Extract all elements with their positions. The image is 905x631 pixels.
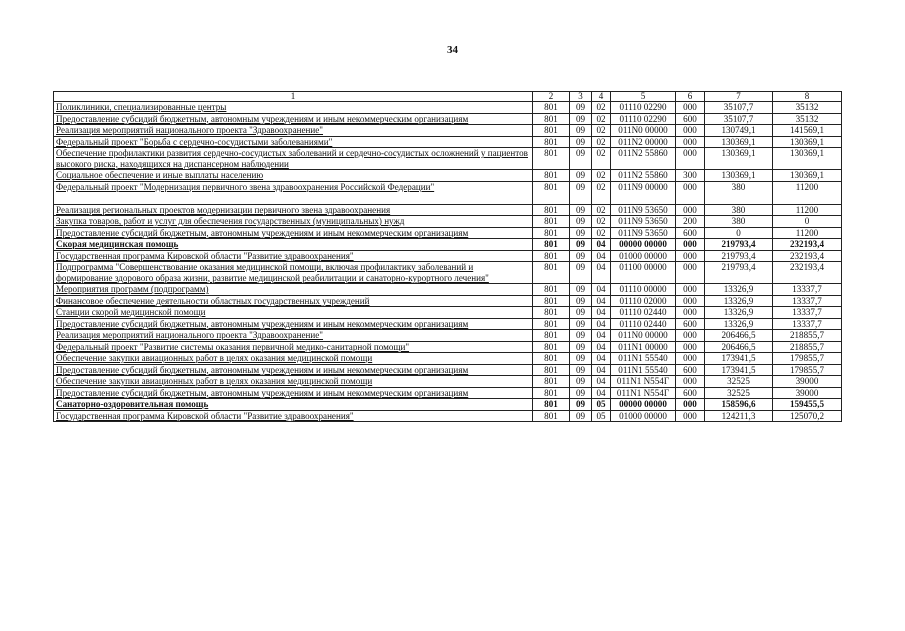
row-value-cell: 011N2 55860 [611,170,676,182]
row-value-cell: 02 [592,204,611,216]
row-value-cell: 09 [570,284,592,296]
row-value-cell: 000 [676,181,705,204]
row-value-cell: 801 [533,239,570,251]
row-value-cell: 13337,7 [773,284,842,296]
row-value-cell: 04 [592,295,611,307]
row-value-cell: 011N1 55540 [611,353,676,365]
row-value-cell: 130369,1 [705,170,773,182]
row-value-cell: 011N0 00000 [611,330,676,342]
row-value-cell: 000 [676,330,705,342]
row-name-cell: Предоставление субсидий бюджетным, автономным учреждениям и иным некоммерческим организациям [54,364,533,376]
row-value-cell: 04 [592,239,611,251]
row-name-cell: Финансовое обеспечение деятельности областных государственных учреждений [54,295,533,307]
row-value-cell: 32525 [705,376,773,388]
row-value-cell: 232193,4 [773,250,842,262]
row-value-cell: 09 [570,148,592,170]
row-value-cell: 02 [592,170,611,182]
row-value-cell: 000 [676,262,705,284]
table-row [54,102,842,114]
row-value-cell: 09 [570,399,592,411]
row-value-cell: 000 [676,376,705,388]
row-value-cell: 11200 [773,204,842,216]
column-header: 2 [533,92,570,102]
row-value-cell: 04 [592,341,611,353]
table-row [54,387,842,399]
row-value-cell: 11200 [773,227,842,239]
row-value-cell: 000 [676,399,705,411]
row-value-cell: 09 [570,216,592,228]
row-value-cell: 11200 [773,181,842,204]
row-name-cell: Обеспечение профилактики развития сердечно-сосудистых заболеваний и сердечно-сосудистых осложнений у пациентов высокого риска, находящихся на диспансерном наблюдении [54,148,533,170]
row-value-cell: 01000 00000 [611,250,676,262]
row-value-cell: 219793,4 [705,250,773,262]
row-value-cell: 13337,7 [773,307,842,319]
row-value-cell: 801 [533,250,570,262]
row-value-cell: 130369,1 [773,170,842,182]
row-value-cell: 02 [592,216,611,228]
row-value-cell: 09 [570,364,592,376]
row-name-cell: Обеспечение закупки авиационных работ в целях оказания медицинской помощи [54,353,533,365]
row-name-cell: Станции скорой медицинской помощи [54,307,533,319]
row-value-cell: 09 [570,353,592,365]
budget-table [53,91,842,422]
row-value-cell: 801 [533,125,570,137]
row-value-cell: 179855,7 [773,364,842,376]
row-value-cell: 141569,1 [773,125,842,137]
row-value-cell: 09 [570,113,592,125]
row-value-cell: 000 [676,204,705,216]
column-header: 1 [54,92,533,102]
row-value-cell: 801 [533,113,570,125]
row-value-cell: 801 [533,204,570,216]
row-value-cell: 801 [533,295,570,307]
table-row [54,170,842,182]
row-value-cell: 13326,9 [705,284,773,296]
row-value-cell: 09 [570,318,592,330]
row-value-cell: 35107,7 [705,113,773,125]
row-value-cell: 000 [676,353,705,365]
row-value-cell: 09 [570,250,592,262]
table-row [54,364,842,376]
row-value-cell: 600 [676,227,705,239]
column-header: 5 [611,92,676,102]
row-value-cell: 801 [533,148,570,170]
row-value-cell: 801 [533,170,570,182]
row-value-cell: 130369,1 [705,136,773,148]
table-row [54,341,842,353]
row-value-cell: 02 [592,227,611,239]
row-value-cell: 09 [570,125,592,137]
row-name-cell: Санаторно-оздоровительная помощь [54,399,533,411]
row-value-cell: 801 [533,341,570,353]
table-row [54,181,842,204]
row-value-cell: 600 [676,364,705,376]
row-value-cell: 09 [570,410,592,422]
row-value-cell: 600 [676,387,705,399]
row-value-cell: 011N1 N554Г [611,376,676,388]
row-value-cell: 801 [533,181,570,204]
row-value-cell: 219793,4 [705,262,773,284]
row-value-cell: 02 [592,125,611,137]
row-name-cell: Скорая медицинская помощь [54,239,533,251]
row-name-cell: Федеральный проект "Развитие системы оказания первичной медико-санитарной помощи" [54,341,533,353]
row-name-cell: Социальное обеспечение и иные выплаты населению [54,170,533,182]
row-value-cell: 801 [533,410,570,422]
row-name-cell: Государственная программа Кировской области "Развитие здравоохранения" [54,250,533,262]
row-value-cell: 00000 00000 [611,239,676,251]
row-value-cell: 39000 [773,376,842,388]
row-value-cell: 01110 00000 [611,284,676,296]
row-name-cell: Обеспечение закупки авиационных работ в целях оказания медицинской помощи [54,376,533,388]
table-row [54,239,842,251]
row-value-cell: 13337,7 [773,318,842,330]
row-value-cell: 000 [676,239,705,251]
column-header: 3 [570,92,592,102]
row-value-cell: 125070,2 [773,410,842,422]
column-header: 8 [773,92,842,102]
table-row [54,113,842,125]
row-value-cell: 000 [676,102,705,114]
row-value-cell: 011N9 53650 [611,204,676,216]
row-value-cell: 01000 00000 [611,410,676,422]
row-value-cell: 09 [570,239,592,251]
row-value-cell: 000 [676,295,705,307]
row-value-cell: 00000 00000 [611,399,676,411]
row-value-cell: 01110 02000 [611,295,676,307]
row-value-cell: 801 [533,136,570,148]
row-value-cell: 05 [592,410,611,422]
row-value-cell: 13326,9 [705,295,773,307]
row-value-cell: 206466,5 [705,330,773,342]
row-value-cell: 000 [676,136,705,148]
table-row [54,399,842,411]
table-body [54,102,842,422]
row-value-cell: 801 [533,318,570,330]
row-value-cell: 09 [570,102,592,114]
row-name-cell: Предоставление субсидий бюджетным, автономным учреждениям и иным некоммерческим организациям [54,318,533,330]
table-row [54,284,842,296]
row-value-cell: 09 [570,170,592,182]
row-value-cell: 801 [533,284,570,296]
row-value-cell: 35107,7 [705,102,773,114]
row-value-cell: 01100 00000 [611,262,676,284]
row-value-cell: 09 [570,136,592,148]
row-value-cell: 02 [592,102,611,114]
row-value-cell: 35132 [773,113,842,125]
row-value-cell: 801 [533,216,570,228]
row-value-cell: 0 [773,216,842,228]
row-name-cell: Государственная программа Кировской области "Развитие здравоохранения" [54,410,533,422]
row-value-cell: 04 [592,353,611,365]
row-value-cell: 218855,7 [773,330,842,342]
table-row [54,125,842,137]
row-value-cell: 801 [533,353,570,365]
row-value-cell: 801 [533,364,570,376]
page-number: 34 [447,44,458,56]
row-value-cell: 0 [705,227,773,239]
row-value-cell: 801 [533,262,570,284]
row-value-cell: 130369,1 [773,136,842,148]
row-value-cell: 09 [570,341,592,353]
row-value-cell: 09 [570,181,592,204]
row-value-cell: 173941,5 [705,364,773,376]
row-value-cell: 09 [570,227,592,239]
row-value-cell: 130749,1 [705,125,773,137]
row-name-cell: Предоставление субсидий бюджетным, автономным учреждениям и иным некоммерческим организациям [54,387,533,399]
row-value-cell: 219793,4 [705,239,773,251]
row-value-cell: 801 [533,399,570,411]
row-value-cell: 124211,3 [705,410,773,422]
row-value-cell: 801 [533,387,570,399]
row-value-cell: 600 [676,113,705,125]
column-header: 4 [592,92,611,102]
row-name-cell: Предоставление субсидий бюджетным, автономным учреждениям и иным некоммерческим организациям [54,227,533,239]
table-row [54,318,842,330]
table-row [54,216,842,228]
table-row [54,148,842,170]
row-value-cell: 04 [592,318,611,330]
row-value-cell: 04 [592,250,611,262]
row-value-cell: 02 [592,136,611,148]
row-value-cell: 09 [570,262,592,284]
row-value-cell: 13326,9 [705,318,773,330]
row-value-cell: 04 [592,330,611,342]
row-value-cell: 09 [570,376,592,388]
row-value-cell: 04 [592,376,611,388]
row-value-cell: 000 [676,341,705,353]
row-value-cell: 04 [592,387,611,399]
row-value-cell: 232193,4 [773,239,842,251]
row-value-cell: 13337,7 [773,295,842,307]
row-value-cell: 01110 02440 [611,307,676,319]
row-value-cell: 206466,5 [705,341,773,353]
row-value-cell: 380 [705,216,773,228]
row-name-cell: Федеральный проект "Борьба с сердечно-сосудистыми заболеваниями" [54,136,533,148]
table-row [54,376,842,388]
row-value-cell: 801 [533,307,570,319]
row-value-cell: 801 [533,102,570,114]
table-header-row [54,92,842,102]
row-value-cell: 130369,1 [773,148,842,170]
row-value-cell: 02 [592,148,611,170]
table-row [54,410,842,422]
table-row [54,307,842,319]
row-value-cell: 000 [676,125,705,137]
row-value-cell: 32525 [705,387,773,399]
row-value-cell: 380 [705,181,773,204]
row-value-cell: 01110 02290 [611,102,676,114]
table-row [54,262,842,284]
row-value-cell: 600 [676,318,705,330]
row-value-cell: 000 [676,148,705,170]
row-value-cell: 04 [592,364,611,376]
row-value-cell: 09 [570,387,592,399]
row-value-cell: 000 [676,410,705,422]
row-name-cell: Закупка товаров, работ и услуг для обеспечения государственных (муниципальных) нужд [54,216,533,228]
row-value-cell: 09 [570,204,592,216]
table-row [54,227,842,239]
row-value-cell: 011N1 N554Г [611,387,676,399]
row-name-cell: Мероприятия программ (подпрограмм) [54,284,533,296]
row-value-cell: 173941,5 [705,353,773,365]
table-row [54,353,842,365]
row-value-cell: 39000 [773,387,842,399]
row-value-cell: 159455,5 [773,399,842,411]
row-value-cell: 801 [533,376,570,388]
row-value-cell: 000 [676,284,705,296]
row-value-cell: 011N2 00000 [611,136,676,148]
row-value-cell: 158596,6 [705,399,773,411]
row-value-cell: 011N0 00000 [611,125,676,137]
row-value-cell: 300 [676,170,705,182]
row-value-cell: 01110 02440 [611,318,676,330]
row-value-cell: 04 [592,262,611,284]
row-value-cell: 13326,9 [705,307,773,319]
row-value-cell: 01110 02290 [611,113,676,125]
row-value-cell: 011N2 55860 [611,148,676,170]
row-value-cell: 200 [676,216,705,228]
row-value-cell: 130369,1 [705,148,773,170]
row-name-cell: Реализация региональных проектов модернизации первичного звена здравоохранения [54,204,533,216]
row-name-cell: Реализация мероприятий национального проекта "Здравоохранение" [54,125,533,137]
row-value-cell: 09 [570,330,592,342]
column-header: 6 [676,92,705,102]
column-header: 7 [705,92,773,102]
row-value-cell: 02 [592,181,611,204]
row-value-cell: 179855,7 [773,353,842,365]
row-value-cell: 801 [533,227,570,239]
row-value-cell: 801 [533,330,570,342]
row-value-cell: 000 [676,307,705,319]
row-value-cell: 04 [592,284,611,296]
row-value-cell: 011N9 53650 [611,227,676,239]
row-value-cell: 09 [570,307,592,319]
row-name-cell: Поликлиники, специализированные центры [54,102,533,114]
table-row [54,136,842,148]
row-name-cell: Реализация мероприятий национального проекта "Здравоохранение" [54,330,533,342]
table-row [54,330,842,342]
row-value-cell: 000 [676,250,705,262]
row-value-cell: 011N1 00000 [611,341,676,353]
row-value-cell: 02 [592,113,611,125]
table-row [54,204,842,216]
row-value-cell: 011N9 53650 [611,216,676,228]
row-value-cell: 011N9 00000 [611,181,676,204]
table-row [54,250,842,262]
row-value-cell: 232193,4 [773,262,842,284]
row-value-cell: 011N1 55540 [611,364,676,376]
row-name-cell: Федеральный проект "Модернизация первичного звена здравоохранения Российской Федерации" [54,181,533,204]
row-name-cell: Предоставление субсидий бюджетным, автономным учреждениям и иным некоммерческим организациям [54,113,533,125]
row-value-cell: 09 [570,295,592,307]
row-value-cell: 380 [705,204,773,216]
row-value-cell: 35132 [773,102,842,114]
table-row [54,295,842,307]
row-value-cell: 218855,7 [773,341,842,353]
row-value-cell: 04 [592,307,611,319]
row-value-cell: 05 [592,399,611,411]
row-name-cell: Подпрограмма "Совершенствование оказания медицинской помощи, включая профилактику заболеваний и формирование здорового образа жизни, развитие медицинской реабилитации и санаторно-курортного лечения" [54,262,533,284]
